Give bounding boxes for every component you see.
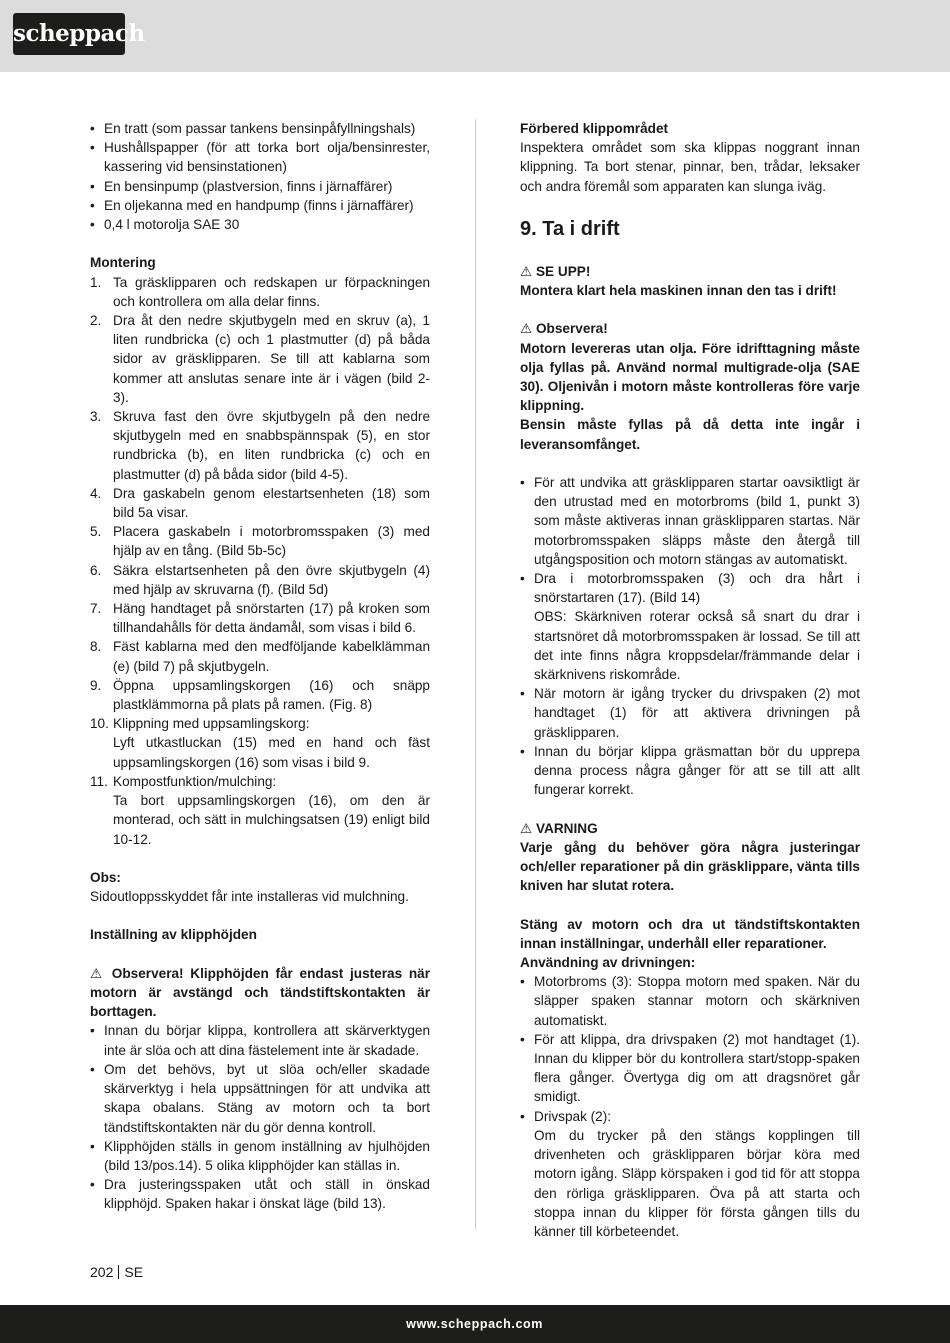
section-title: 9. Ta i drift — [520, 217, 620, 240]
klipphojd-list-item — [90, 1137, 430, 1175]
klipphojd-list-item — [90, 1060, 430, 1137]
intro-list-item — [90, 215, 430, 234]
website-link[interactable]: www.scheppach.com — [406, 1317, 543, 1331]
bullet-text: OBS: Skärkniven roterar också så snart du drar i startsnöret då motorbromsspaken är lossad. Se till att det inte finns några kroppsdelar/främmande delar i skärknivens riskområde. — [534, 609, 860, 683]
right-column — [520, 119, 860, 1241]
warning-triangle-icon: ⚠ — [520, 321, 533, 337]
drift-list-item — [520, 569, 860, 684]
step-text: Klippning med uppsamlingskorg: — [113, 716, 310, 732]
intro-list-item — [90, 138, 430, 176]
bullet-text: Dra justeringsspaken utåt och ställ in önskad klipphöjd. Spaken hakar i önskat läge (bild 13). — [104, 1177, 430, 1212]
bensin-text: Bensin måste fyllas på då detta inte ingår i leveransomfånget. — [520, 417, 860, 452]
language-code: SE — [124, 1264, 144, 1280]
montering-step — [90, 484, 430, 522]
montering-step — [90, 637, 430, 675]
intro-list-item — [90, 177, 430, 196]
page-number: 202 — [90, 1264, 114, 1280]
anvandning-list-item — [520, 1030, 860, 1107]
forbered-heading: Förbered klippområdet — [520, 121, 669, 136]
bullet-text: Motorbroms (3): Stoppa motorn med spaken. När du släpper spaken stannar motorn och skärkniven automatiskt. — [534, 974, 860, 1028]
bullet-icon: • — [90, 178, 95, 194]
montering-step — [90, 273, 430, 311]
bullet-icon: • — [90, 217, 95, 233]
bullet-icon: • — [90, 140, 95, 156]
bullet-icon: • — [90, 121, 95, 136]
bullet-text: Dra i motorbromsspaken (3) och dra hårt i snörstartaren (17). (Bild 14) — [534, 571, 860, 606]
klipphojd-warning-text: Observera! Klipphöjden får endast justeras när motorn är avstängd och tändstiftskontakten är borttagen. — [90, 965, 430, 1020]
step-text: Öppna uppsamlingskorgen (16) och snäpp plastklämmorna på plats på ramen. (Fig. 8) — [113, 677, 430, 713]
bullet-icon: • — [520, 1108, 525, 1124]
obs-heading: Obs: — [90, 869, 121, 885]
step-text: Häng handtaget på snörstarten (17) på kroken som tillhandahålls för detta ändamål, som visas i bild 6. — [113, 601, 430, 636]
montering-step — [90, 311, 430, 407]
step-text: Fäst kablarna med den medföljande kabelklämman (e) (bild 7) på skjutbygeln. — [113, 639, 430, 674]
step-number: 7. — [90, 601, 102, 617]
observera-label-text: Observera! — [535, 321, 608, 337]
step-subtext: Lyft utkastluckan (15) med en hand och fäst uppsamlingskorgen (16) som visas i bild 9. — [113, 735, 430, 770]
montering-step — [90, 599, 430, 637]
drift-list-item — [520, 473, 860, 569]
bullet-text: Klipphöjden ställs in genom inställning av hjulhöjden (bild 13/pos.14). 5 olika klipphöjder kan ställas in. — [104, 1138, 430, 1173]
bullet-icon: • — [520, 686, 525, 702]
obs-text: Sidoutloppsskyddet får inte installeras vid mulchning. — [90, 889, 409, 905]
step-number: 5. — [90, 524, 102, 540]
bullet-icon: • — [90, 1177, 95, 1193]
step-number: 10. — [90, 716, 109, 732]
bullet-text: Drivspak (2): — [534, 1108, 612, 1124]
step-text: Ta gräsklipparen och redskapen ur förpackningen och kontrollera om alla delar finns. — [113, 274, 430, 309]
bullet-text: Om det behövs, byt ut slöa och/eller skadade skärverktyg i hela uppsättningen för att undvika att skapa obalans. Stäng av motorn och ta bort tändstiftskontakten när du gör denna kontroll. — [104, 1061, 430, 1135]
bullet-text: När motorn är igång trycker du drivspaken (2) mot handtaget (1) för att aktivera drivningen på gräsklipparen. — [534, 686, 860, 740]
footer-separator — [118, 1265, 119, 1279]
bullet-text: 0,4 l motorolja SAE 30 — [104, 217, 240, 233]
seupp-label — [520, 262, 860, 281]
step-text: Säkra elstartsenheten på den övre skjutbygeln (4) med hjälp av skruvarna (f). (Bild 5d) — [113, 562, 430, 597]
forbered-text: Inspektera området som ska klippas noggrant innan klippning. Ta bort stenar, pinnar, ben, trådar, leksaker och andra föremål som apparaten kan slunga iväg. — [520, 140, 860, 194]
montering-step — [90, 714, 430, 772]
klipphojd-list-item — [90, 1175, 430, 1213]
bullet-text: En oljekanna med en handpump (finns i järnaffärer) — [104, 197, 414, 213]
column-divider — [475, 119, 476, 1229]
bullet-icon: • — [520, 1031, 525, 1047]
drift-bullet-list — [520, 473, 860, 799]
warning-triangle-icon: ⚠ — [520, 263, 533, 279]
bullet-icon: • — [90, 197, 95, 213]
montering-step-list — [90, 273, 430, 849]
anvandning-list-item — [520, 1107, 860, 1241]
step-number: 11. — [90, 773, 108, 789]
bullet-text: För att klippa, dra drivspaken (2) mot handtaget (1). Innan du klipper bör du kontrollera start/stopp-spaken flera gånger. Övertyga dig om att dragsnöret går smidigt. — [534, 1031, 860, 1105]
drift-list-item — [520, 684, 860, 742]
step-number: 8. — [90, 639, 102, 655]
intro-list-item — [90, 196, 430, 215]
varning-label-text: VARNING — [535, 820, 598, 836]
step-text: Dra åt den nedre skjutbygeln med en skruv (a), 1 liten rundbricka (c) och 1 plastmutter (d) på båda sidor av gräsklipparen. Se till att kablarna som kommer att anslutas senare inte är i vägen (bild 2-3). — [113, 313, 430, 405]
step-number: 9. — [90, 677, 102, 693]
step-number: 2. — [90, 313, 102, 329]
montering-step — [90, 407, 430, 484]
anvandning-list-item — [520, 972, 860, 1030]
bullet-text: Om du trycker på den stängs kopplingen till drivenheten och gräsklipparen börjar köra med motorn igång. Släpp körspaken i god tid för att stoppa den rörliga gräsklipparen. Öva på att starta och stoppa innan du klipper för första gången tills du känner till körbeteendet. — [534, 1127, 860, 1239]
montering-heading: Montering — [90, 255, 156, 271]
observera-label — [520, 319, 860, 338]
warning-triangle-icon: ⚠ — [520, 820, 533, 836]
bullet-icon: • — [520, 743, 525, 759]
scheppach-logo: scheppach — [13, 13, 125, 55]
bullet-icon: • — [90, 1138, 95, 1154]
step-number: 6. — [90, 562, 102, 578]
bullet-text: Innan du börjar klippa, kontrollera att skärverktygen inte är slöa och att dina fästelement inte är skadade. — [104, 1023, 430, 1058]
bullet-icon: • — [90, 1061, 95, 1077]
seupp-text: Montera klart hela maskinen innan den tas i drift! — [520, 283, 837, 299]
step-text: Dra gaskabeln genom elestartsenheten (18) som bild 5a visar. — [113, 485, 430, 521]
step-text: Kompostfunktion/mulching: — [113, 773, 277, 789]
step-subtext: Ta bort uppsamlingskorgen (16), om den är monterad, och sätt in mulchingsatsen (19) enligt bild 10-12. — [113, 793, 430, 847]
step-number: 1. — [90, 274, 102, 290]
warning-triangle-icon: ⚠ — [90, 965, 106, 981]
varning-text: Varje gång du behöver göra några justeringar och/eller reparationer på din gräsklippare, vänta tills kniven har slutat rotera. — [520, 839, 860, 894]
step-number: 4. — [90, 485, 102, 501]
montering-step — [90, 676, 430, 714]
observera-text: Motorn levereras utan olja. Före idrifttagning måste olja fyllas på. Använd normal multigrade-olja (SAE 30). Oljenivån i motorn måste kontrolleras före varje klippning. — [520, 340, 860, 414]
anvandning-bullet-list — [520, 972, 860, 1241]
bullet-icon: • — [520, 475, 525, 491]
klipphojd-bullet-list — [90, 1021, 430, 1213]
bullet-icon: • — [90, 1023, 95, 1039]
montering-step — [90, 522, 430, 560]
left-column — [90, 119, 430, 1214]
montering-step — [90, 772, 430, 849]
step-text: Placera gaskabeln i motorbromsspaken (3) med hjälp av en tång. (Bild 5b-5c) — [113, 524, 430, 559]
drift-list-item — [520, 742, 860, 800]
klipphojd-warning — [90, 964, 430, 1022]
varning-label — [520, 819, 860, 838]
step-number: 3. — [90, 409, 102, 425]
intro-bullet-list — [90, 119, 430, 234]
intro-list-item — [90, 119, 430, 138]
bullet-icon: • — [520, 571, 525, 587]
bullet-text: Hushållspapper (för att torka bort olja/bensinrester, kassering vid bensinstationen) — [104, 140, 430, 175]
bullet-text: Innan du börjar klippa gräsmattan bör du upprepa denna process några gånger för att se till att allt fungerar korrekt. — [534, 743, 860, 798]
anvandning-heading: Användning av drivningen: — [520, 955, 696, 971]
klipphojd-heading: Inställning av klipphöjden — [90, 927, 257, 943]
bullet-icon: • — [520, 974, 525, 990]
step-text: Skruva fast den övre skjutbygeln på den nedre skjutbygeln med en snabbspännspak (5), en stor rundbricka (b), en liten rundbricka (c) och en plastmutter (d) på båda sidor (bild 4-5). — [113, 409, 430, 482]
klipphojd-list-item — [90, 1021, 430, 1059]
montering-step — [90, 561, 430, 599]
header-band — [0, 0, 950, 72]
page-footer — [90, 1263, 143, 1282]
bullet-text: En bensinpump (plastversion, finns i järnaffärer) — [104, 178, 393, 194]
bullet-text: En tratt (som passar tankens bensinpåfyllningshals) — [104, 121, 416, 136]
stang-text: Stäng av motorn och dra ut tändstiftskontakten innan inställningar, underhåll eller reparationer. — [520, 916, 860, 951]
seupp-label-text: SE UPP! — [535, 263, 591, 279]
bullet-text: För att undvika att gräsklipparen startar oavsiktligt är den utrustad med en motorbroms (bild 1, punkt 3) som måste aktiveras innan gräsklipparen startas. När motorbromsspaken släpps måste den återgå till utgångsposition och motorn stängas av automatiskt. — [534, 475, 860, 567]
